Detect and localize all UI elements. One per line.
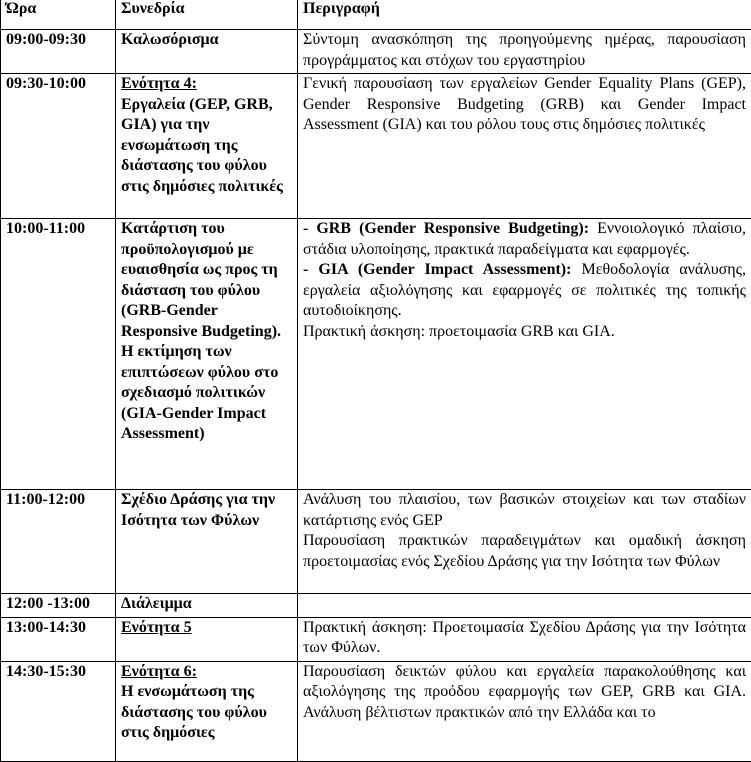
row-description <box>298 490 751 594</box>
row-time: 14:30-15:30 <box>1 661 116 761</box>
header-session: Συνεδρία <box>116 0 298 30</box>
table-row <box>1 219 751 490</box>
row-session-title: Διάλειμμα <box>116 594 298 618</box>
row-time: 12:00 -13:00 <box>1 594 116 618</box>
row-session <box>116 74 298 219</box>
session-unit-label: Ενότητα 6: <box>121 662 292 683</box>
row-time: 09:30-10:00 <box>1 74 116 219</box>
row-description: Γενική παρουσίαση των εργαλείων Gender Equality Plans (GEP), Gender Responsive Budgeting (GRB) και Gender Impact Assessment (GIA) και του ρόλου τους στις δημόσιες πολιτικές <box>298 74 751 219</box>
gia-paragraph <box>303 260 746 322</box>
table-row <box>1 490 751 594</box>
row-time: 10:00-11:00 <box>1 219 116 490</box>
table-row <box>1 74 751 219</box>
session-title: Η ενσωμάτωση της διάστασης του φύλου στις δημόσιες <box>121 682 292 744</box>
row-time: 11:00-12:00 <box>1 490 116 594</box>
row-description: Σύντομη ανασκόπηση της προηγούμενης ημέρας, παρουσίαση προγράμματος και στόχων του εργαστηρίου <box>298 30 751 74</box>
table-row <box>1 661 751 761</box>
row-session-title: Κατάρτιση του προϋπολογισμού με ευαισθησία ως προς τη διάσταση του φύλου (GRB-Gender Responsive Budgeting). Η εκτίμηση των επιπτώσεων φύλου στο σχεδιασμό πολιτικών (GIA-Gender Impact Assessment) <box>116 219 298 490</box>
grb-paragraph <box>303 219 746 260</box>
row-description <box>298 219 751 490</box>
row-description: Παρουσίαση δεικτών φύλου και εργαλεία παρακολούθησης και αξιολόγησης της προόδου εφαρμογής των GEP, GRB και GIA. Ανάλυση βέλτιστων πρακτικών από την Ελλάδα και το <box>298 661 751 761</box>
grb-text: Εννοιολογικό πλαίσιο, στάδια υλοποίησης, πρακτικά παραδείγματα και εφαρμογές. <box>303 220 746 258</box>
gia-label: - GIA (Gender Impact Assessment): <box>303 261 571 278</box>
table-row <box>1 617 751 661</box>
table-header-row <box>1 0 751 30</box>
header-time: Ώρα <box>1 0 116 30</box>
row-description: Πρακτική άσκηση: Προετοιμασία Σχεδίου Δράσης για την Ισότητα των Φύλων. <box>298 617 751 661</box>
row-time: 09:00-09:30 <box>1 30 116 74</box>
row-time: 13:00-14:30 <box>1 617 116 661</box>
session-title: Εργαλεία (GEP, GRB, GIA) για την ενσωμάτωση της διάστασης του φύλου στις δημόσιες πολιτικές <box>121 95 292 198</box>
header-description: Περιγραφή <box>298 0 751 30</box>
table-row <box>1 30 751 74</box>
row-session <box>116 661 298 761</box>
session-unit-label: Ενότητα 4: <box>121 74 292 95</box>
row-session-title: Σχέδιο Δράσης για την Ισότητα των Φύλων <box>116 490 298 594</box>
grb-label: - GRB (Gender Responsive Budgeting): <box>303 220 589 237</box>
session-unit-label: Ενότητα 5 <box>121 618 292 639</box>
row-session <box>116 617 298 661</box>
practice-text: Πρακτική άσκηση: προετοιμασία GRB και GIA. <box>303 322 746 343</box>
description-paragraph-2: Παρουσίαση πρακτικών παραδειγμάτων και ομαδική άσκηση προετοιμασίας ενός Σχεδίου Δράσης για την Ισότητα των Φύλων <box>303 531 746 572</box>
row-description <box>298 594 751 618</box>
row-session-title: Καλωσόρισμα <box>116 30 298 74</box>
gia-text: Μεθοδολογία ανάλυσης, εργαλεία αξιολόγησης και εφαρμογές σε πολιτικές της τοπικής αυτοδιοίκησης. <box>303 261 746 319</box>
table-row <box>1 594 751 618</box>
description-paragraph-1: Ανάλυση του πλαισίου, των βασικών στοιχείων και των σταδίων κατάρτισης ενός GEP <box>303 490 746 531</box>
